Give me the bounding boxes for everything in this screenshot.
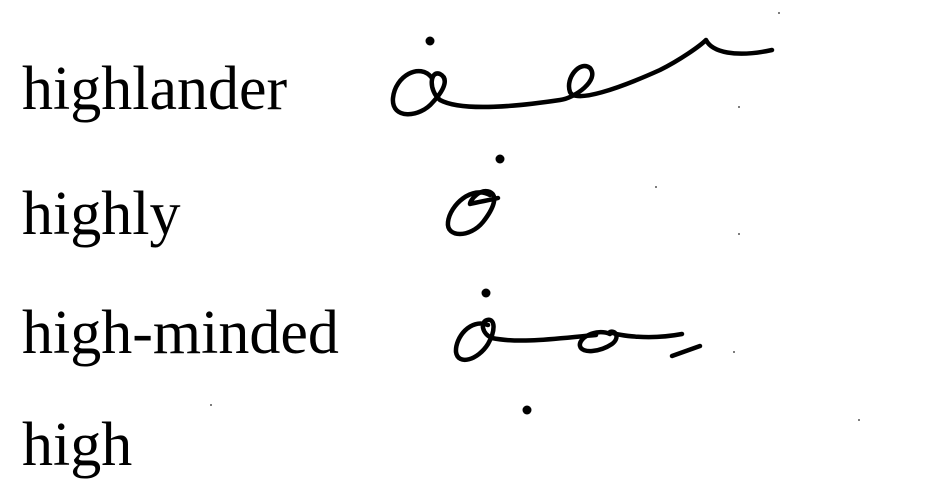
entry-word-partial: high: [22, 411, 133, 479]
paper-speck: [733, 351, 735, 353]
paper-speck: [738, 106, 740, 108]
entry-word-highlander: highlander: [22, 55, 288, 123]
paper-speck: [210, 404, 212, 406]
paper-speck: [738, 233, 740, 235]
entry-word-high-minded: high-minded: [22, 299, 339, 367]
paper-speck: [778, 12, 780, 14]
entry-word-highly: highly: [22, 180, 181, 248]
paper-speck: [655, 186, 657, 188]
paper-speck: [858, 419, 860, 421]
